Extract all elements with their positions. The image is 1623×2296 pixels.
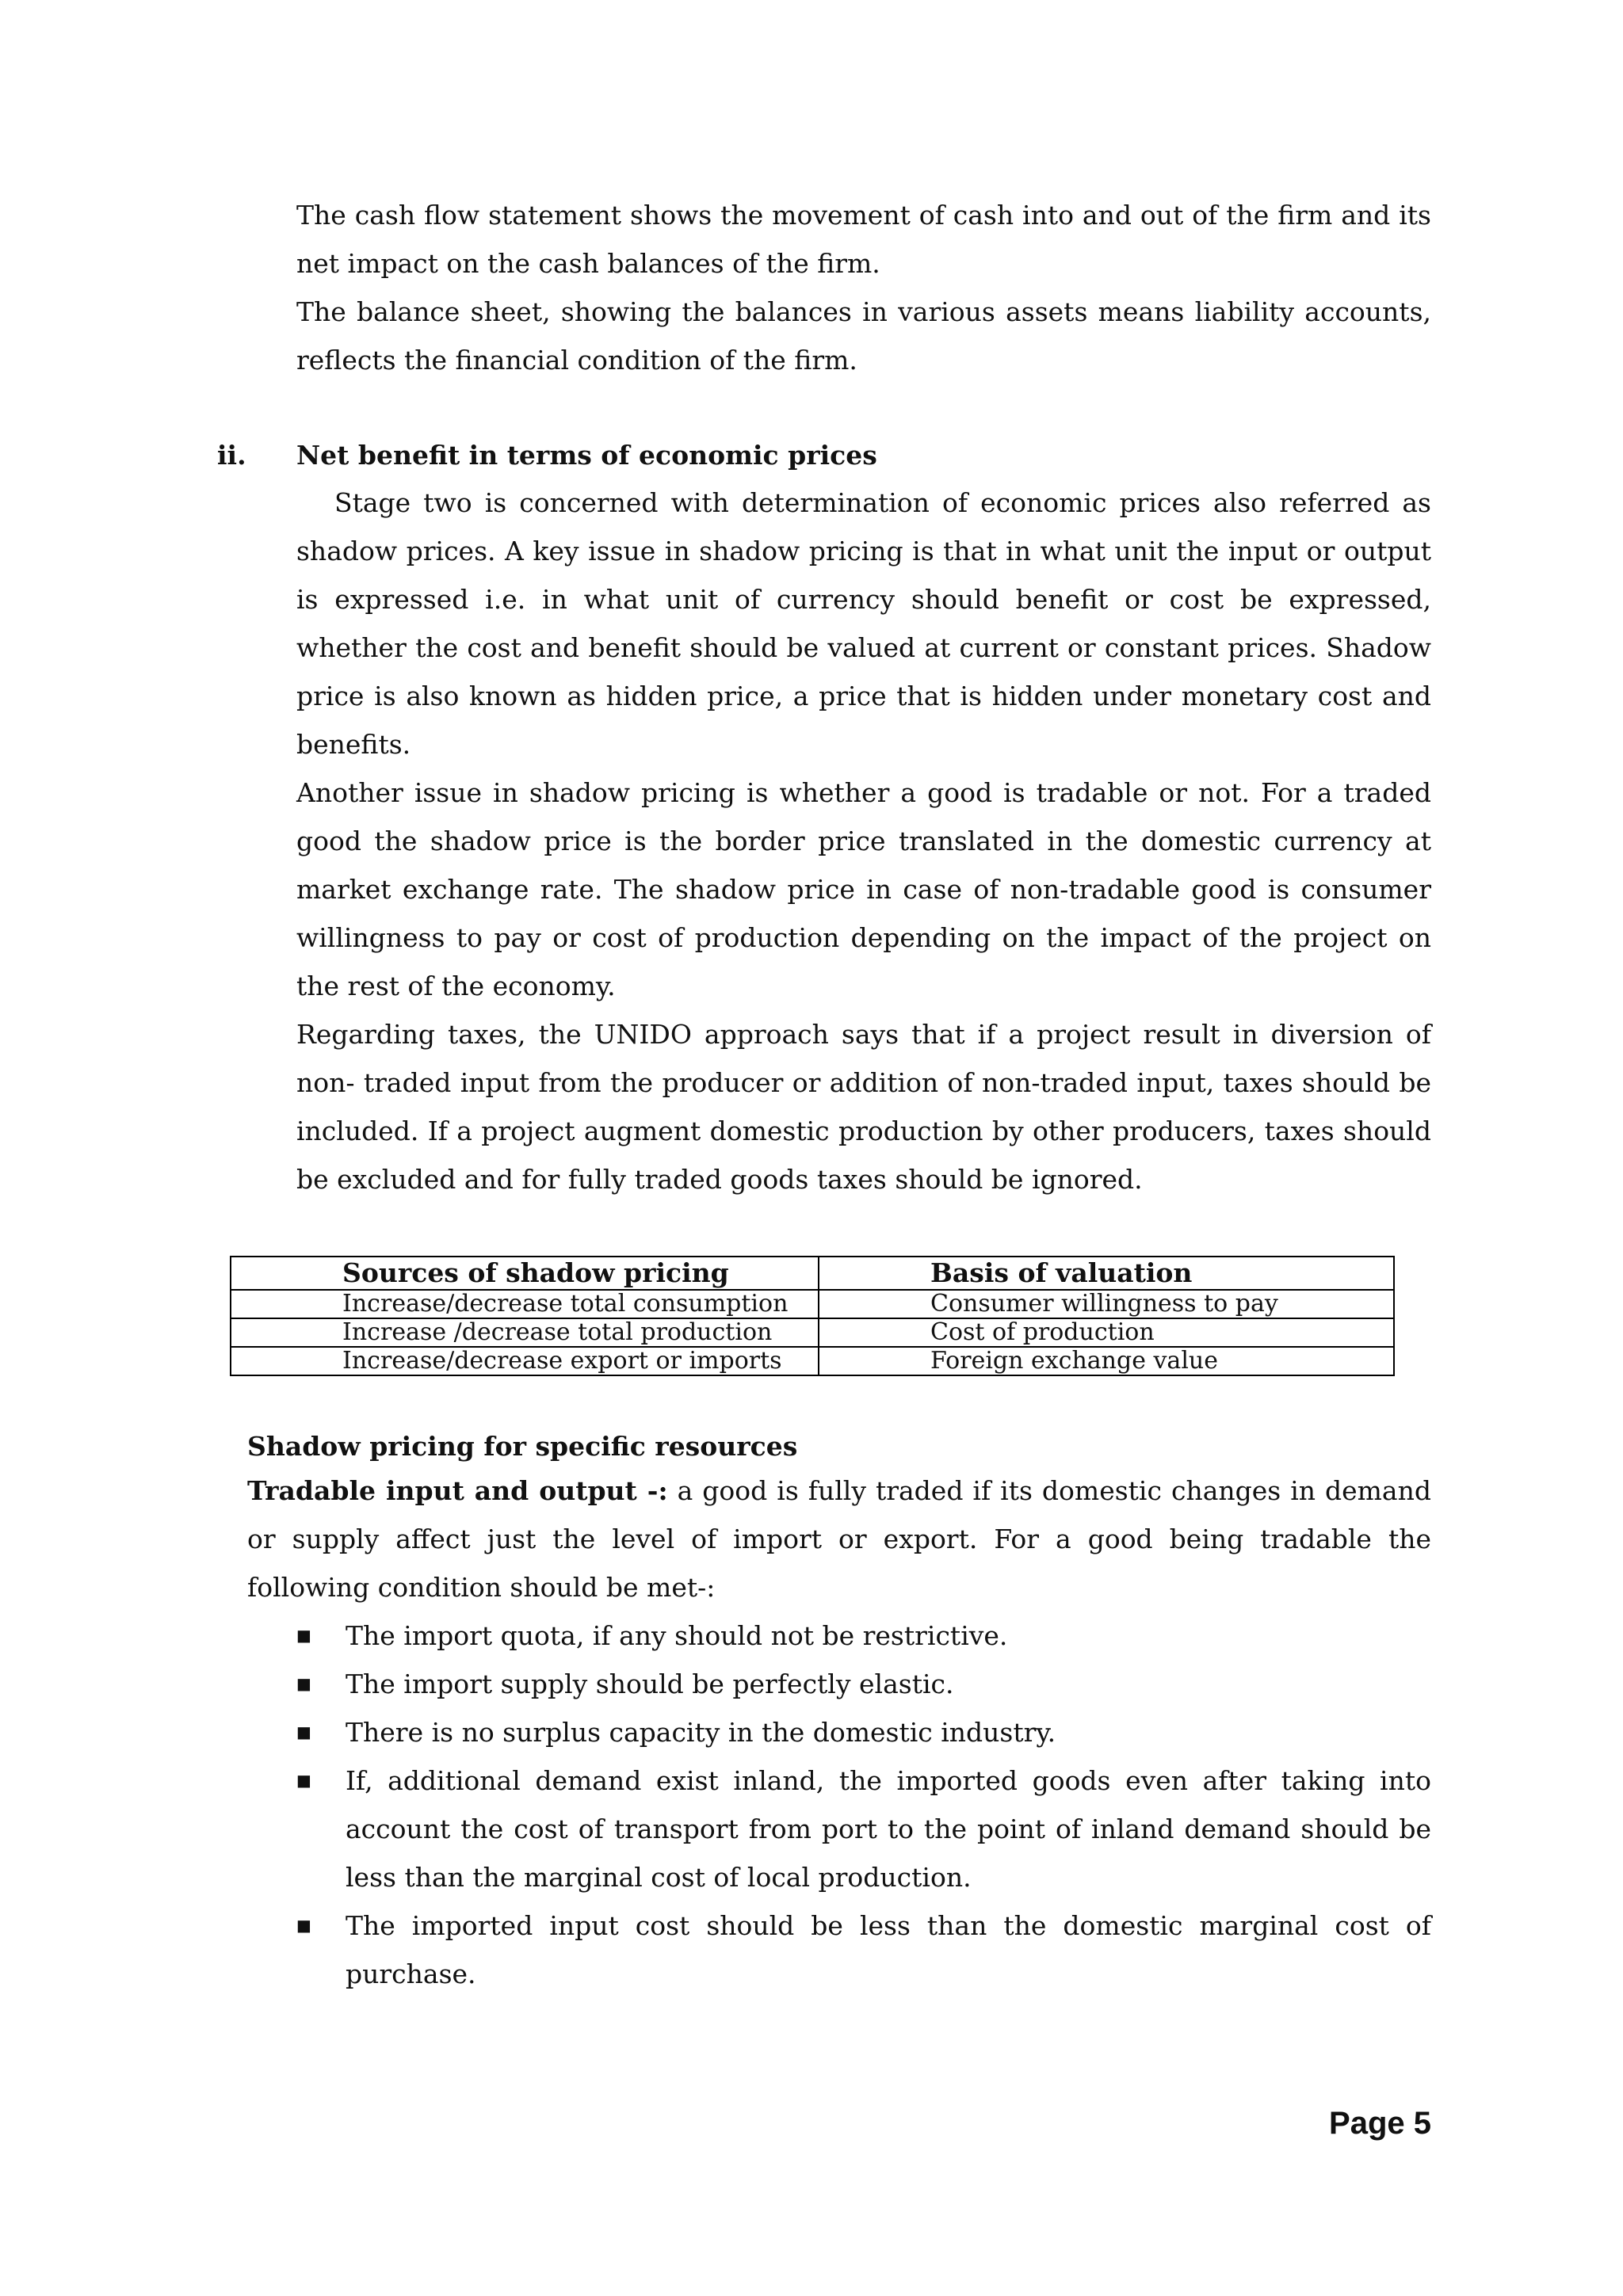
- square-bullet-icon: ■: [296, 1771, 311, 1790]
- table-row: [231, 1290, 1394, 1318]
- list-item-text: The import quota, if any should not be restrictive.: [346, 1620, 1008, 1651]
- list-item-text: If, additional demand exist inland, the imported goods even after taking into account the cost of transport from port to the point of inland demand should be less than the marginal cost of local production.: [346, 1765, 1431, 1893]
- square-bullet-icon: ■: [296, 1916, 311, 1935]
- tradable-input-text: a good is fully traded if its domestic changes in demand or supply affect just the level of import or export. For a good being tradable the following condition should be met-:: [247, 1475, 1431, 1603]
- list-item: [296, 1660, 1431, 1708]
- table-cell: Increase /decrease total production: [231, 1318, 819, 1347]
- paragraph-cash-flow: The cash flow statement shows the movement of cash into and out of the firm and its net impact on the cash balances of the firm.: [296, 200, 1431, 279]
- list-item-text: There is no surplus capacity in the domestic industry.: [346, 1717, 1056, 1748]
- page-number: Page 5: [1329, 2106, 1431, 2141]
- list-item-text: The imported input cost should be less than the domestic marginal cost of purchase.: [346, 1910, 1431, 1989]
- list-item: [296, 1611, 1431, 1660]
- table-header-row: [231, 1257, 1394, 1290]
- section-title: Net benefit in terms of economic prices: [296, 440, 877, 471]
- section-number: ii.: [217, 440, 246, 471]
- table-row: [231, 1318, 1394, 1347]
- paragraph-tradable: Another issue in shadow pricing is whether a good is tradable or not. For a traded good the shadow price is the border price translated in the domestic currency at market exchange rate. The shadow price in case of non-tradable good is consumer willingness to pay or cost of production depending on the impact of the project on the rest of the economy.: [296, 777, 1431, 1001]
- table-header-basis: Basis of valuation: [819, 1257, 1394, 1290]
- shadow-pricing-table: [230, 1256, 1395, 1376]
- table-cell: Foreign exchange value: [819, 1347, 1394, 1375]
- square-bullet-icon: ■: [296, 1722, 311, 1741]
- table-cell: Cost of production: [819, 1318, 1394, 1347]
- paragraph-shadow-prices: Stage two is concerned with determination of economic prices also referred as shadow prices. A key issue in shadow pricing is that in what unit the input or output is expressed i.e. in what unit of currency should benefit or cost be expressed, whether the cost and benefit should be valued at current or constant prices. Shadow price is also known as hidden price, a price that is hidden under monetary cost and benefits.: [296, 487, 1431, 760]
- tradable-conditions-list: [296, 1611, 1431, 1998]
- square-bullet-icon: ■: [296, 1626, 311, 1645]
- list-item: [296, 1756, 1431, 1901]
- table-cell: Consumer willingness to pay: [819, 1290, 1394, 1318]
- list-item-text: The import supply should be perfectly elastic.: [346, 1669, 954, 1699]
- table-header-sources: Sources of shadow pricing: [231, 1257, 819, 1290]
- paragraph-taxes: Regarding taxes, the UNIDO approach says that if a project result in diversion of non- traded input from the producer or addition of non-traded input, taxes should be included. If a project augment domestic production by other producers, taxes should be excluded and for fully traded goods taxes should be ignored.: [296, 1019, 1431, 1195]
- tradable-input-label: Tradable input and output -:: [247, 1475, 668, 1506]
- square-bullet-icon: ■: [296, 1674, 311, 1693]
- table-row: [231, 1347, 1394, 1375]
- paragraph-tradable-input: [247, 1466, 1431, 1611]
- table-cell: Increase/decrease total consumption: [231, 1290, 819, 1318]
- subsection-heading: Shadow pricing for specific resources: [247, 1431, 798, 1462]
- list-item: [296, 1901, 1431, 1998]
- paragraph-balance-sheet: The balance sheet, showing the balances in various assets means liability accounts, reflects the financial condition of the firm.: [296, 296, 1431, 376]
- list-item: [296, 1708, 1431, 1756]
- table-cell: Increase/decrease export or imports: [231, 1347, 819, 1375]
